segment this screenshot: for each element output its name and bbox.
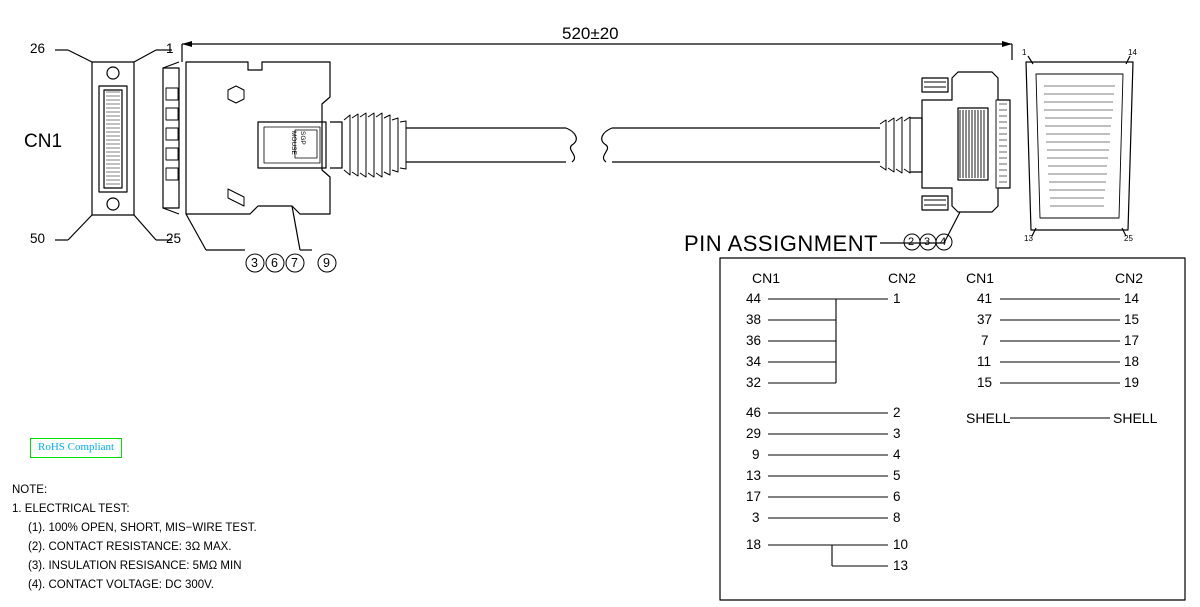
pin-row-cn2: 2 xyxy=(893,405,901,420)
note-item: (1). 100% OPEN, SHORT, MIS−WIRE TEST. xyxy=(28,522,257,534)
pin-row-cn1: 17 xyxy=(746,489,762,504)
pin-row-cn1: 34 xyxy=(746,354,762,369)
cn1-pin-50-label: 50 xyxy=(30,231,46,246)
pin-row-cn1: 44 xyxy=(746,291,762,306)
note-item: (4). CONTACT VOLTAGE: DC 300V. xyxy=(28,579,214,591)
pin-row-cn1: 32 xyxy=(746,375,762,390)
cn2-pin-13-label: 13 xyxy=(1024,234,1033,243)
wiring-left-table xyxy=(768,299,888,566)
pin-row-cn1-shell: SHELL xyxy=(966,410,1011,426)
hood-label xyxy=(290,131,323,157)
pin-row-cn1: 36 xyxy=(746,333,762,348)
cn1-pin-25-label: 25 xyxy=(166,231,182,246)
cn2-pin-25-label: 25 xyxy=(1124,234,1133,243)
note-item: (2). CONTACT RESISTANCE: 3Ω MAX. xyxy=(28,541,232,553)
cn2-pin-1-label: 1 xyxy=(1022,48,1027,57)
pin-row-cn1: 18 xyxy=(746,537,762,552)
pin-row-cn2: 1 xyxy=(893,291,901,306)
pin-row-cn1: 37 xyxy=(977,312,993,327)
right-table-cn1-header: CN1 xyxy=(966,270,995,286)
pin-row-cn2: 3 xyxy=(893,426,901,441)
cn1-face-view xyxy=(55,50,172,240)
pin-row-cn1: 3 xyxy=(752,510,760,525)
cn2-face-view xyxy=(1026,56,1133,236)
pin-row-cn2: 19 xyxy=(1124,375,1140,390)
pin-row-cn2: 5 xyxy=(893,468,901,483)
pin-row-cn2: 17 xyxy=(1124,333,1140,348)
note-item: 1. ELECTRICAL TEST: xyxy=(12,503,130,515)
callout-3-label: 3 xyxy=(251,256,258,270)
pin-row-cn2: 14 xyxy=(1124,291,1140,306)
pin-row-cn1: 29 xyxy=(746,426,762,441)
right-callout-leader xyxy=(880,212,960,243)
cn2-pin-14-label: 14 xyxy=(1128,48,1137,57)
callout-4-label: 4 xyxy=(940,236,947,248)
pin-row-cn2: 8 xyxy=(893,510,901,525)
callout-9-label: 9 xyxy=(323,256,330,270)
callout-7-label: 7 xyxy=(291,256,298,270)
pin-row-cn1: 38 xyxy=(746,312,762,327)
pin-row-cn2: 15 xyxy=(1124,312,1140,327)
left-callout-leaders xyxy=(186,206,312,250)
left-table-cn1-header: CN1 xyxy=(752,270,781,286)
rohs-compliant-badge: RoHS Compliant xyxy=(30,438,122,458)
pin-row-cn1: 41 xyxy=(977,291,993,306)
pin-row-cn2: 4 xyxy=(893,447,901,462)
pin-assignment-box xyxy=(720,258,1185,600)
pin-row-cn1: 15 xyxy=(977,375,993,390)
callout-6-label: 6 xyxy=(271,256,278,270)
pin-assignment-title: PIN ASSIGNMENT xyxy=(684,231,879,256)
cn1-pin-1-label: 1 xyxy=(166,41,174,56)
pin-row-cn1: 46 xyxy=(746,405,762,420)
pin-row-cn2: 10 xyxy=(893,537,909,552)
hood-label-line1: MOUSE xyxy=(290,131,297,155)
note-item: (3). INSULATION RESISANCE: 5MΩ MIN xyxy=(28,560,242,572)
note-heading: NOTE: xyxy=(12,484,48,496)
right-table-cn2-header: CN2 xyxy=(1115,270,1144,286)
callout-3-right-label: 3 xyxy=(924,236,931,248)
pin-row-cn1: 7 xyxy=(981,333,989,348)
pin-row-cn1: 13 xyxy=(746,468,762,483)
callout-2-label: 2 xyxy=(908,236,915,248)
pin-row-cn2: 6 xyxy=(893,489,901,504)
hood-label-line2: SGP xyxy=(299,131,306,145)
pin-row-cn1: 9 xyxy=(752,447,760,462)
pin-row-cn1: 11 xyxy=(977,354,992,369)
cn1-pin-26-label: 26 xyxy=(30,41,46,56)
overall-dimension-line xyxy=(182,41,1012,62)
cn1-name-label: CN1 xyxy=(24,131,63,152)
wiring-right-table xyxy=(1000,299,1120,418)
pin-row-cn2: 18 xyxy=(1124,354,1140,369)
overall-dimension-label: 520±20 xyxy=(562,24,619,43)
pin-row-cn2: 13 xyxy=(893,558,909,573)
pin-row-cn2-shell: SHELL xyxy=(1113,410,1158,426)
left-table-cn2-header: CN2 xyxy=(888,270,917,286)
